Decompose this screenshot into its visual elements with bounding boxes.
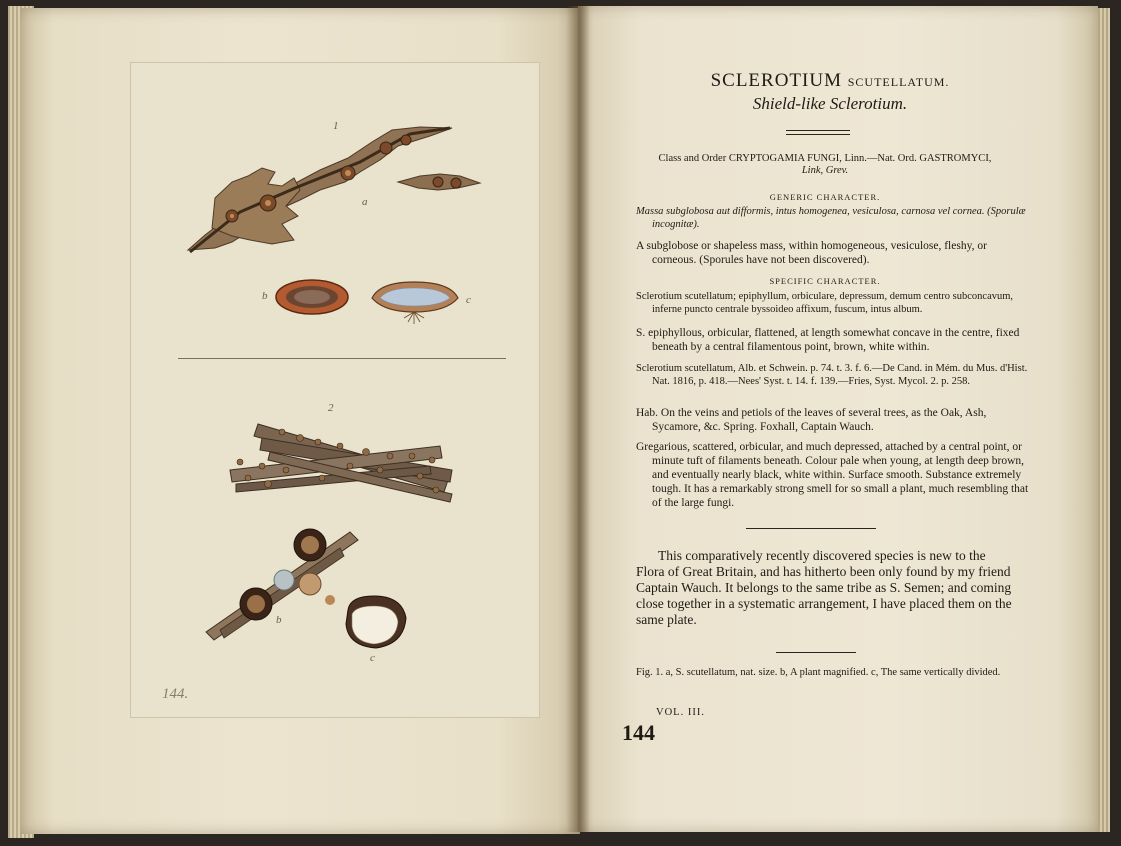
- fig2-c-label: c: [370, 652, 375, 664]
- generic-english: A subglobose or shapeless mass, within homogeneous, vesiculose, fleshy, or corneous. (Sporules have not been discovered).: [636, 240, 987, 266]
- synonyms: Sclerotium scutellatum, Alb. et Schwein. p. 74. t. 3. f. 6.—De Cand. in Mém. du Mus. d'Hist. Nat. 1816, p. 418.—Nees' Syst. t. 14. f. 139.—Fries, Syst. Mycol. 2. p. 258.: [636, 363, 1028, 387]
- class-order-authors: Link, Grev.: [801, 165, 849, 176]
- title-species: SCUTELLATUM.: [847, 75, 950, 89]
- leaf-with-sclerotia: [188, 127, 480, 252]
- volume-label: VOL. III.: [656, 707, 705, 718]
- divided-sclerotium: [346, 596, 406, 648]
- twig-with-globes: [206, 529, 358, 640]
- class-order-line: Class and Order CRYPTOGAMIA FUNGI, Linn.—Nat. Ord. GASTROMYCI,: [658, 153, 992, 164]
- description: Gregarious, scattered, orbicular, and much depressed, attached by a central point, or minute tuft of filaments beneath. Colour pale when young, at length deep brown, and eventually nearly black, white within. Surface smooth. Substance extremely tough. It has a remarkably strong smell for so small a plant, much resembling that of the large fungi.: [636, 441, 1029, 509]
- plate-divider: [178, 358, 506, 359]
- fig2-b-label: b: [276, 614, 282, 626]
- common-name: Shield-like Sclerotium.: [752, 94, 908, 113]
- fig1-label: 1: [333, 120, 339, 132]
- title-rule-2: [786, 134, 850, 135]
- specific-heading: SPECIFIC CHARACTER.: [769, 276, 881, 286]
- generic-heading: GENERIC CHARACTER.: [769, 192, 881, 202]
- plate-number: 144.: [162, 686, 189, 702]
- fig1-a-label: a: [362, 196, 368, 208]
- species-title: [640, 70, 1020, 92]
- fig2-label: 2: [328, 402, 334, 414]
- fig1-b-label: b: [262, 290, 268, 302]
- habitat: Hab. On the veins and petiols of the leaves of several trees, as the Oak, Ash, Sycamore, &c. Spring. Foxhall, Captain Wauch.: [636, 407, 987, 433]
- discussion-paragraph: This comparatively recently discovered species is new to the Flora of Great Britain, and has hitherto been only found by my friend Captain Wauch. It belongs to the same tribe as S. Semen; and coming close together in a systematic arrangement, I have placed them on the same plate.: [636, 548, 1012, 627]
- caption-rule: [776, 652, 856, 653]
- sclerotium-magnified: [276, 280, 348, 314]
- title-genus: SCLEROTIUM: [710, 70, 842, 91]
- fig1-c-label: c: [466, 294, 471, 306]
- generic-latin: Massa subglobosa aut difformis, intus homogenea, vesiculosa, carnosa vel cornea. (Sporulæ incognitæ).: [636, 206, 1026, 230]
- sclerotium-section: [372, 282, 458, 324]
- figure-caption: Fig. 1. a, S. scutellatum, nat. size. b, A plant magnified. c, The same vertically divided.: [636, 667, 1001, 678]
- page-number: 144: [622, 720, 655, 745]
- specific-latin: Sclerotium scutellatum; epiphyllum, orbiculare, depressum, demum centro subconcavum, inferne puncto centrale byssoideo affixum, fuscum, intus album.: [636, 291, 1014, 315]
- title-rule: [786, 130, 850, 131]
- fig2-a-label: a: [330, 472, 336, 484]
- section-rule: [746, 528, 876, 529]
- specific-english: S. epiphyllous, orbicular, flattened, at length somewhat concave in the centre, fixed beneath by a central filamentous point, brown, white within.: [636, 327, 1020, 353]
